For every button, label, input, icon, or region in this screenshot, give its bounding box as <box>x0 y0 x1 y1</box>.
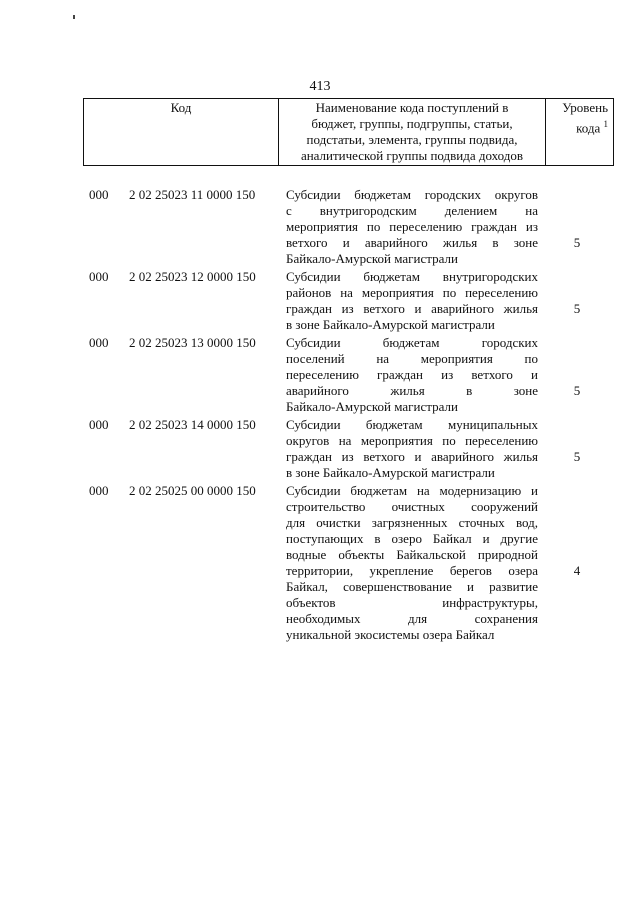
row-description <box>286 187 538 267</box>
table-row <box>83 269 603 333</box>
description-line: Байкало-Амурской магистрали <box>286 399 458 414</box>
row-level: 5 <box>573 301 581 316</box>
income-code-list <box>83 187 603 643</box>
row-code: 2 02 25023 12 0000 150 <box>129 269 256 284</box>
scan-speck <box>73 15 75 19</box>
description-line: необходимых для сохранения <box>286 611 538 626</box>
description-line: с внутригородским делением на <box>286 203 538 218</box>
description-line: граждан из ветхого и аварийного жилья <box>286 449 538 464</box>
footnote-mark: 1 <box>603 119 608 129</box>
header-name-line: бюджет, группы, подгруппы, статьи, <box>311 116 513 131</box>
description-line: Субсидии бюджетам внутригородских <box>286 269 538 284</box>
row-description <box>286 417 538 481</box>
page-number: 413 <box>309 79 331 94</box>
description-line: ветхого и аварийного жилья в зоне <box>286 235 538 250</box>
header-code: Код <box>84 99 279 166</box>
row-prefix: 000 <box>89 483 109 498</box>
header-name-line: подстатьи, элемента, группы подвида, <box>306 132 518 147</box>
description-line: районов на мероприятия по переселению <box>286 285 538 300</box>
row-description <box>286 483 538 643</box>
description-line: граждан из ветхого и аварийного жилья <box>286 301 538 316</box>
description-line: объектов инфраструктуры, <box>286 595 538 610</box>
row-prefix: 000 <box>89 187 109 202</box>
row-level: 5 <box>573 235 581 250</box>
description-line: Субсидии бюджетам городских округов <box>286 187 538 202</box>
table-row <box>83 483 603 643</box>
table-row <box>83 335 603 415</box>
description-line: Байкал, совершенствование и развитие <box>286 579 538 594</box>
header-name-line: аналитической группы подвида доходов <box>300 148 524 163</box>
row-description <box>286 269 538 333</box>
description-line: водные объекты Байкальской природной <box>286 547 538 562</box>
description-line: уникальной экосистемы озера Байкал <box>286 627 495 642</box>
row-prefix: 000 <box>89 417 109 432</box>
table-row <box>83 187 603 267</box>
description-line: строительство очистных сооружений <box>286 499 538 514</box>
description-line: поступающих в озеро Байкал и другие <box>286 531 538 546</box>
description-line: Субсидии бюджетам городских <box>286 335 538 350</box>
header-level <box>546 99 614 166</box>
description-line: территории, укрепление берегов озера <box>286 563 538 578</box>
table-row <box>83 417 603 481</box>
row-code: 2 02 25023 11 0000 150 <box>129 187 256 202</box>
description-line: переселению граждан из ветхого и <box>286 367 538 382</box>
header-level-line2 <box>548 116 608 136</box>
row-code: 2 02 25025 00 0000 150 <box>129 483 256 498</box>
row-description <box>286 335 538 415</box>
header-name <box>279 99 546 166</box>
header-level-line1: Уровень <box>562 100 608 115</box>
description-line: для очистки загрязненных сточных вод, <box>286 515 538 530</box>
description-line: в зоне Байкало-Амурской магистрали <box>286 317 495 332</box>
header-name-line: Наименование кода поступлений в <box>315 100 509 115</box>
row-level: 5 <box>573 449 581 464</box>
header-level-word: кода <box>576 120 601 136</box>
row-level: 5 <box>573 383 581 398</box>
description-line: в зоне Байкало-Амурской магистрали <box>286 465 495 480</box>
description-line: аварийного жилья в зоне <box>286 383 538 398</box>
row-level: 4 <box>573 563 581 578</box>
description-line: Субсидии бюджетам муниципальных <box>286 417 538 432</box>
description-line: Байкало-Амурской магистрали <box>286 251 458 266</box>
description-line: округов на мероприятия по переселению <box>286 433 538 448</box>
row-prefix: 000 <box>89 269 109 284</box>
description-line: Субсидии бюджетам на модернизацию и <box>286 483 538 498</box>
description-line: мероприятия по переселению граждан из <box>286 219 538 234</box>
row-code: 2 02 25023 14 0000 150 <box>129 417 256 432</box>
row-code: 2 02 25023 13 0000 150 <box>129 335 256 350</box>
header-table <box>83 98 614 166</box>
description-line: поселений на мероприятия по <box>286 351 538 366</box>
row-prefix: 000 <box>89 335 109 350</box>
